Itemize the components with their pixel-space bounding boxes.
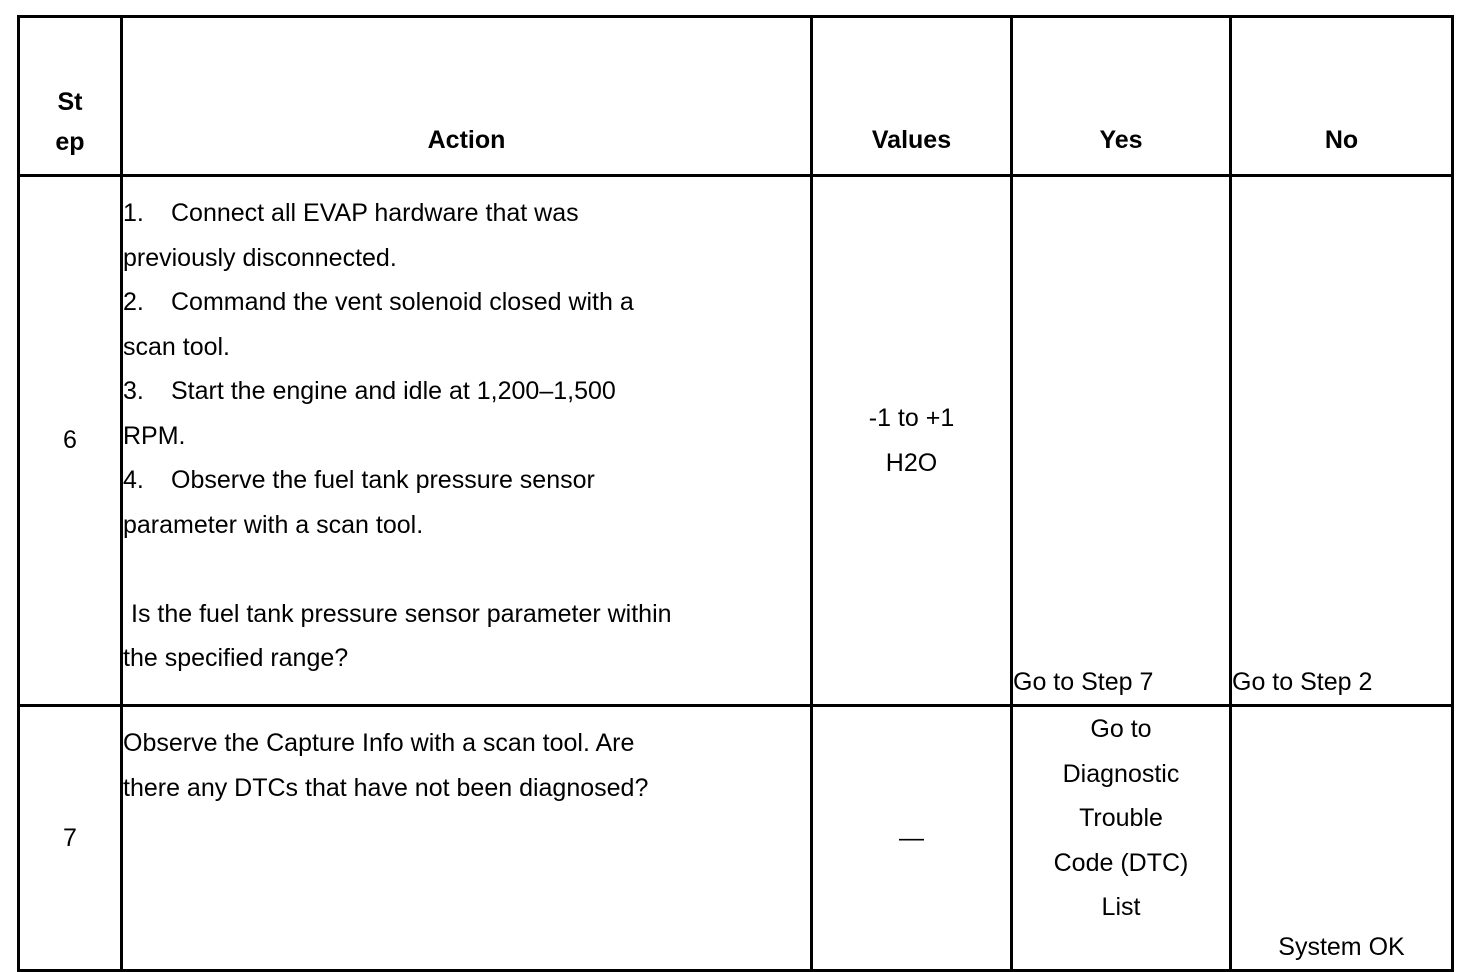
values-line2: H2O xyxy=(885,448,938,477)
yes-line: Trouble xyxy=(1079,804,1163,832)
step-number: 7 xyxy=(19,706,122,971)
yes-line: List xyxy=(1101,893,1141,921)
header-yes: Yes xyxy=(1012,17,1231,176)
yes-line: Go to xyxy=(1090,715,1152,743)
action-item: 2. Command the vent solenoid closed with a xyxy=(123,288,634,316)
no-cell: Go to Step 2 xyxy=(1231,176,1453,706)
step-number: 6 xyxy=(19,176,122,706)
spacer xyxy=(123,547,810,592)
yes-line: Code (DTC) xyxy=(1053,848,1189,877)
header-values: Values xyxy=(812,17,1012,176)
header-step xyxy=(19,17,122,176)
yes-line: Diagnostic xyxy=(1062,759,1180,788)
action-item-cont: scan tool. xyxy=(123,332,231,361)
action-item: 3. Start the engine and idle at 1,200–1,500 xyxy=(123,377,616,405)
action-item: 4. Observe the fuel tank pressure sensor xyxy=(123,466,595,494)
table-row-step-7 xyxy=(19,706,1453,971)
values-cell xyxy=(812,176,1012,706)
yes-cell xyxy=(1012,706,1231,971)
header-step-line1: St xyxy=(57,88,83,116)
action-item-cont: RPM. xyxy=(123,421,186,450)
action-cell xyxy=(122,176,812,706)
header-row xyxy=(19,17,1453,176)
question-line2: the specified range? xyxy=(123,644,349,672)
header-no: No xyxy=(1231,17,1453,176)
table-row-step-6 xyxy=(19,176,1453,706)
action-cell xyxy=(122,706,812,971)
diagnostic-table xyxy=(17,15,1454,972)
header-step-line2: ep xyxy=(55,128,85,156)
values-line1: -1 to +1 xyxy=(868,404,955,432)
no-cell: System OK xyxy=(1231,706,1453,971)
action-item: 1. Connect all EVAP hardware that was xyxy=(123,199,579,227)
question-line1: Is the fuel tank pressure sensor parameter within xyxy=(131,599,672,628)
yes-cell: Go to Step 7 xyxy=(1012,176,1231,706)
action-item-cont: previously disconnected. xyxy=(123,243,397,272)
action-line1: Observe the Capture Info with a scan tool. Are xyxy=(123,729,635,757)
action-line2: there any DTCs that have not been diagnosed? xyxy=(123,773,649,802)
header-action: Action xyxy=(122,17,812,176)
values-cell: — xyxy=(812,706,1012,971)
action-item-cont: parameter with a scan tool. xyxy=(123,510,424,539)
